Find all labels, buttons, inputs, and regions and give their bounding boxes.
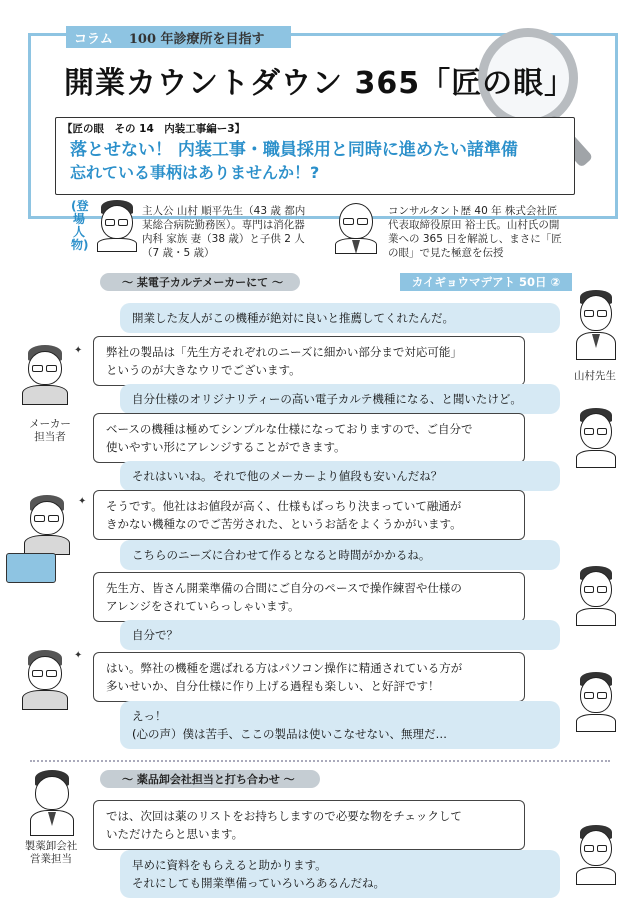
cast-left-line4: （7 歳・5 歳）	[142, 247, 215, 259]
section-title-pharma: ～ 薬品卸会社担当と打ち合わせ ～	[100, 770, 320, 788]
doctor-figure-icon	[574, 408, 618, 468]
laptop-icon	[6, 553, 56, 583]
speech-bubble-maker-5	[93, 652, 525, 702]
episode-title-line2: 忘れている事柄はありませんか！?	[70, 163, 320, 182]
cast-right-line1: コンサルタント歴 40 年 株式会社匠	[388, 205, 558, 217]
cast-description-doctor	[142, 204, 314, 260]
column-label	[66, 26, 291, 48]
bubble-line: というのが大きなウリでございます。	[106, 363, 301, 377]
sparkle-icon: ✦	[78, 496, 87, 507]
countdown-badge: カイギョウマデアト 50日 ②	[400, 273, 572, 291]
maker-rep-figure-icon	[20, 345, 72, 405]
cast-right-line2: 代表取締役原田 裕士氏。山村氏の開	[388, 219, 560, 231]
cast-left-line2: 某総合病院勤務医）。専門は消化器	[142, 219, 305, 231]
bubble-line: えっ！	[132, 709, 167, 723]
speech-bubble-maker-2	[93, 413, 525, 463]
speech-bubble-doctor-7	[120, 850, 560, 898]
cast-left-line3: 内科 家族 妻（38 歳）と子供 2 人	[142, 233, 305, 245]
bubble-line: 弊社の製品は「先生方それぞれのニーズに細かい部分まで対応可能」	[106, 345, 462, 359]
doctor-figure-icon	[574, 672, 618, 732]
speech-bubble-doctor-3	[120, 461, 560, 491]
cast-label: (登場人物)	[71, 199, 89, 252]
speech-bubble-maker-3	[93, 490, 525, 540]
episode-tag: 【匠の眼 その 14 内装工事編ー3】	[62, 123, 246, 135]
speech-bubble-doctor-6	[120, 701, 560, 749]
doctor-figure-icon	[574, 825, 618, 885]
speech-bubble-maker-1	[93, 336, 525, 386]
bubble-line: はい。弊社の機種を選ばれる方はパソコン操作に精通されている方が	[106, 661, 463, 675]
bubble-line: いただけたらと思います。	[106, 827, 244, 841]
speech-bubble-doctor-4	[120, 540, 560, 570]
bubble-line: そうです。他社はお値段が高く、仕様もばっちり決まっていて融通が	[106, 499, 462, 513]
episode-title-line1: 落とせない！ 内装工事・職員採用と同時に進めたい諸準備	[70, 140, 518, 160]
cast-right-line3: 業への 365 日を解説し、まさに「匠	[388, 233, 562, 245]
bubble-line: それはいいね。それで他のメーカーより値段も安いんだね？	[132, 469, 443, 483]
bubble-line: きかない機種なのでご苦労された、というお話をよくうかがいます。	[106, 517, 462, 531]
bubble-line: (心の声）僕は苦手、ここの製品は使いこなせない、無理だ…	[132, 727, 447, 741]
section-divider	[30, 760, 610, 762]
consultant-portrait-icon	[334, 200, 378, 254]
bubble-line: 自分で？	[132, 628, 178, 642]
doctor-figure-icon	[574, 290, 618, 360]
speech-bubble-doctor-1	[120, 303, 560, 333]
bubble-line: こちらのニーズに合わせて作るとなると時間がかかるね。	[132, 548, 431, 562]
bubble-line: ベースの機種は極めてシンプルな仕様になっておりますので、ご自分で	[106, 422, 473, 436]
doctor-portrait-icon	[96, 200, 138, 252]
bubble-line: 使いやすい形にアレンジすることができます。	[106, 440, 346, 454]
pharma-rep-figure-icon	[28, 770, 76, 836]
bubble-line: 自分仕様のオリジナリティーの高い電子カルテ機種になる、と聞いたけど。	[132, 392, 522, 406]
column-label-text: コラム	[74, 31, 113, 47]
pharma-label-line2: 営業担当	[30, 853, 72, 865]
speech-bubble-pharma-1	[93, 800, 525, 850]
sparkle-icon: ✦	[74, 345, 83, 356]
maker-label-line2: 担当者	[34, 431, 66, 443]
bubble-line: 先生方、皆さん開業準備の合間にご自分のペースで操作練習や仕様の	[106, 581, 462, 595]
sparkle-icon: ✦	[74, 650, 83, 661]
page-title: 開業カウントダウン 365「匠の眼」	[64, 66, 576, 101]
cast-description-consultant	[388, 204, 566, 260]
doctor-figure-icon	[574, 566, 618, 626]
section-title-maker: ～ 某電子カルテメーカーにて ～	[100, 273, 300, 291]
cast-right-line4: の眼」で見た極意を伝授	[388, 247, 504, 259]
character-label-yamamura: 山村先生	[574, 370, 616, 382]
bubble-line: 早めに資料をもらえると助かります。	[132, 858, 327, 872]
cast-left-line1: 主人公 山村 順平先生（43 歳 都内	[142, 205, 306, 217]
speech-bubble-doctor-2	[120, 384, 560, 414]
bubble-line: 開業した友人がこの機種が絶対に良いと推薦してくれたんだ。	[132, 311, 454, 325]
speech-bubble-doctor-5	[120, 620, 560, 650]
pharma-label-line1: 製薬卸会社	[24, 840, 78, 852]
bubble-line: では、次回は薬のリストをお持ちしますので必要な物をチェックして	[106, 809, 462, 823]
character-label-maker	[20, 418, 80, 444]
column-subtitle: 100 年診療所を目指す	[128, 31, 265, 47]
bubble-line: それにしても開業準備っていろいろあるんだね。	[132, 876, 385, 890]
bubble-line: アレンジをされていらっしゃいます。	[106, 599, 300, 613]
bubble-line: 多いせいか、自分仕様に作り上げる過程も楽しい、と好評です！	[106, 679, 440, 693]
maker-rep-figure-icon	[20, 650, 72, 710]
maker-label-line1: メーカー	[29, 418, 71, 430]
maker-rep-figure-icon	[22, 495, 74, 555]
character-label-pharma	[18, 840, 84, 866]
speech-bubble-maker-4	[93, 572, 525, 622]
